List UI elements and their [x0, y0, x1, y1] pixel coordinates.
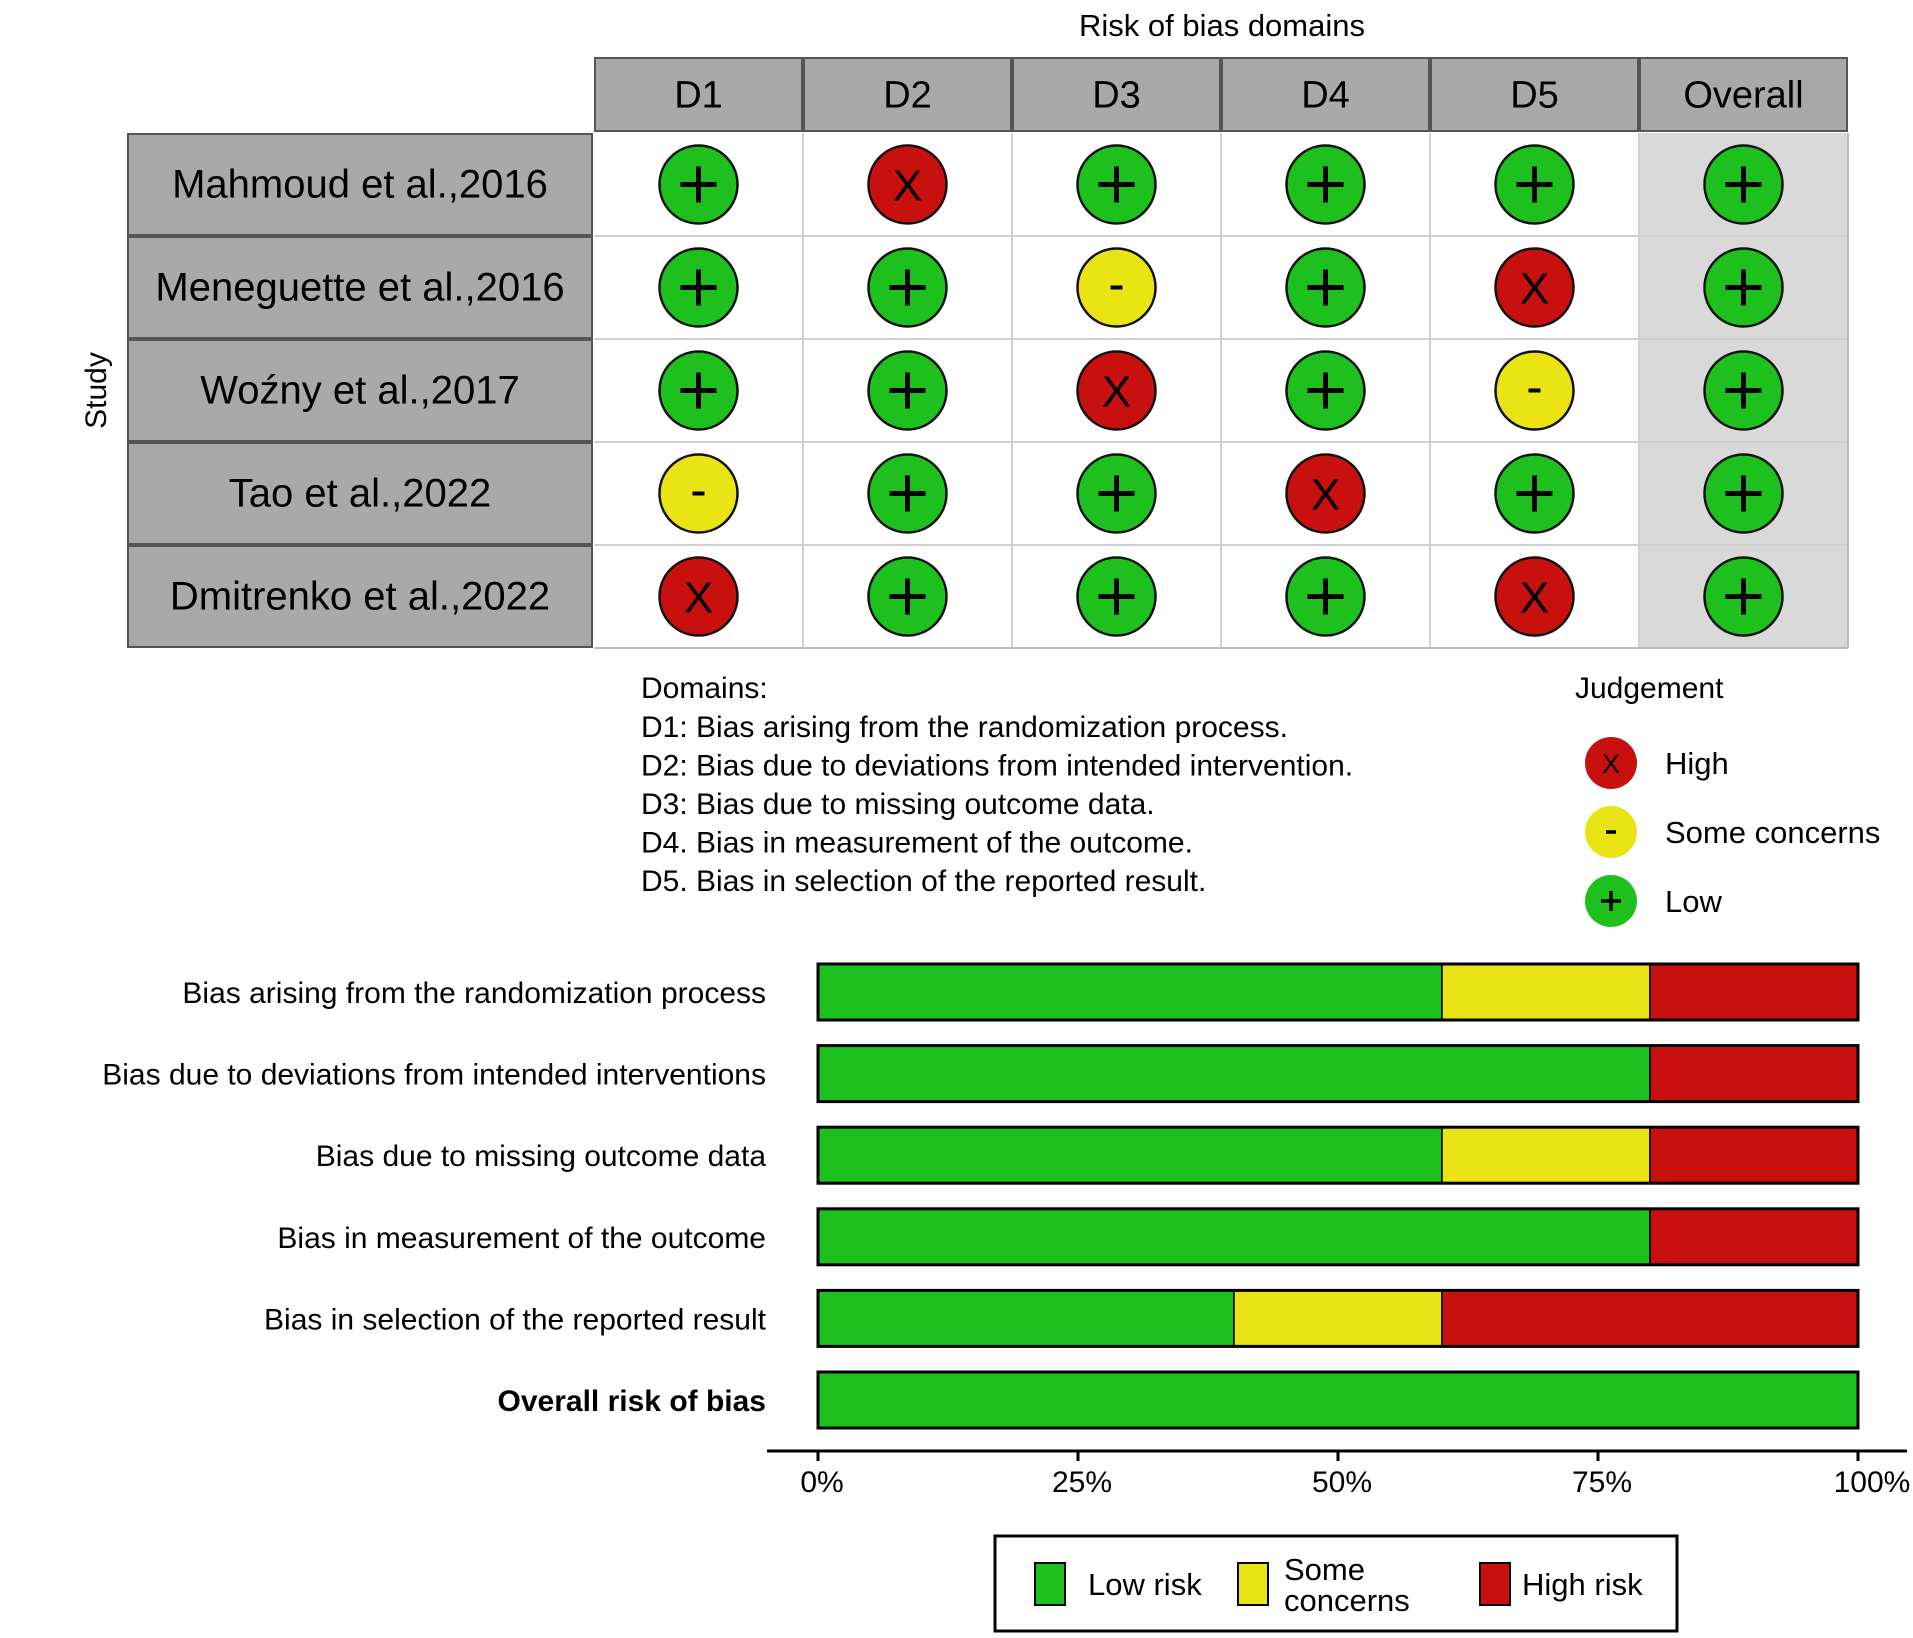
x-icon: X: [892, 161, 923, 211]
column-header-d4: D4: [1301, 74, 1350, 117]
bar-segment-high: [1650, 1209, 1858, 1265]
bar-segment-low: [818, 1046, 1650, 1102]
bar-segment-high: [1650, 964, 1858, 1020]
summary-bar-plot: [102, 964, 1910, 1631]
x-icon: X: [1310, 470, 1341, 520]
column-header-d1: D1: [674, 74, 723, 117]
column-header-overall: Overall: [1683, 74, 1804, 117]
study-name: Woźny et al.,2017: [200, 368, 520, 413]
bar-category-label: Bias due to deviations from intended interventions: [102, 1058, 766, 1092]
x-icon: X: [683, 573, 714, 623]
bar-category-label: Bias in selection of the reported result: [264, 1303, 766, 1337]
domains-legend-line: D2: Bias due to deviations from intended intervention.: [641, 749, 1354, 783]
x-icon: X: [1101, 367, 1132, 417]
study-axis-label: Study: [80, 352, 113, 429]
legend-swatch-low: [1035, 1563, 1065, 1605]
legend-label: High risk: [1522, 1567, 1643, 1602]
bar-category-label: Overall risk of bias: [497, 1385, 766, 1418]
study-name: Tao et al.,2022: [228, 471, 492, 516]
bar-segment-some: [1442, 1127, 1650, 1183]
bar-segment-high: [1442, 1290, 1858, 1346]
x-axis-tick-label: 0%: [800, 1466, 844, 1499]
bar-segment-low: [818, 1127, 1442, 1183]
x-axis-tick-label: 75%: [1571, 1466, 1633, 1499]
judgement-legend-label: High: [1665, 746, 1729, 781]
study-name: Dmitrenko et al.,2022: [169, 574, 551, 619]
x-axis-tick-label: 100%: [1833, 1466, 1911, 1499]
bar-segment-low: [818, 1290, 1234, 1346]
domains-legend-line: D3: Bias due to missing outcome data.: [641, 788, 1155, 821]
bar-segment-high: [1650, 1046, 1858, 1102]
column-header-d3: D3: [1092, 74, 1141, 117]
bar-segment-some: [1442, 964, 1650, 1020]
x-icon: X: [1601, 749, 1621, 779]
domains-legend-line: D4. Bias in measurement of the outcome.: [641, 826, 1193, 860]
column-header-d2: D2: [883, 74, 932, 117]
bar-category-label: Bias in measurement of the outcome: [277, 1221, 766, 1255]
legend-swatch-some: [1238, 1563, 1268, 1605]
traffic-light-plot: [80, 8, 1848, 648]
judgement-legend-label: Some concerns: [1665, 815, 1881, 850]
judgement-legend-title: Judgement: [1575, 672, 1724, 705]
judgement-legend-label: Low: [1665, 884, 1722, 919]
bar-segment-low: [818, 964, 1442, 1020]
legend-label: Some concerns: [1284, 1552, 1410, 1618]
column-header-d5: D5: [1510, 74, 1559, 117]
traffic-light-legends: [641, 672, 1880, 927]
legend-label: Low risk: [1088, 1567, 1202, 1602]
bar-segment-some: [1234, 1290, 1442, 1346]
x-icon: X: [1519, 573, 1550, 623]
legend-swatch-high: [1480, 1563, 1510, 1605]
x-axis-tick-label: 50%: [1311, 1466, 1373, 1499]
study-name: Meneguette et al.,2016: [155, 265, 565, 310]
bar-segment-low: [818, 1372, 1858, 1428]
bar-category-label: Bias due to missing outcome data: [315, 1140, 766, 1174]
bar-category-label: Bias arising from the randomization process: [182, 977, 766, 1010]
domains-legend-line: D5. Bias in selection of the reported result.: [641, 865, 1207, 898]
table-title: Risk of bias domains: [1078, 8, 1366, 43]
bar-segment-low: [818, 1209, 1650, 1265]
x-icon: X: [1519, 264, 1550, 314]
bar-segment-high: [1650, 1127, 1858, 1183]
domains-legend-title: Domains:: [641, 672, 768, 705]
domains-legend-line: D1: Bias arising from the randomization process.: [641, 711, 1288, 744]
x-axis-tick-label: 25%: [1051, 1466, 1113, 1499]
study-name: Mahmoud et al.,2016: [172, 162, 548, 207]
